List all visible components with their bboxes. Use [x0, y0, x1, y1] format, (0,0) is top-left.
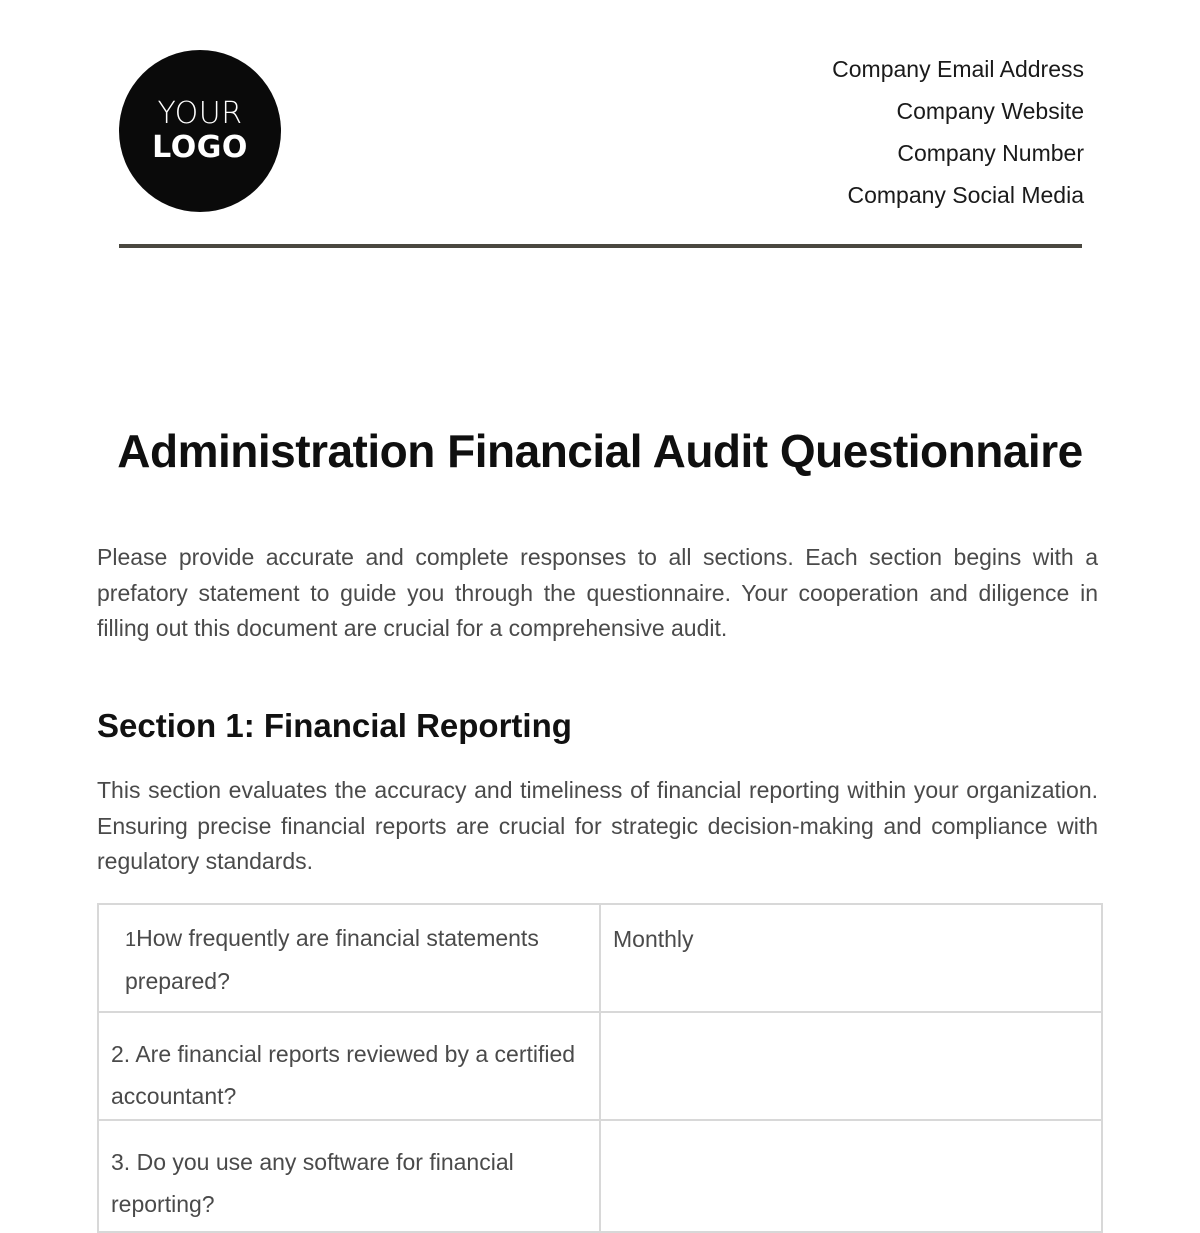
- table-row: [98, 904, 1102, 1012]
- question-label: Are financial reports reviewed by a certified accountant?: [111, 1041, 576, 1109]
- logo-text-logo: LOGO: [152, 130, 248, 165]
- question-number: 2.: [111, 1041, 131, 1067]
- table-row: [98, 1012, 1102, 1120]
- answer-text[interactable]: [601, 1121, 1101, 1134]
- header-divider: [119, 244, 1082, 248]
- question-cell: [98, 1012, 600, 1120]
- answer-cell[interactable]: [600, 1120, 1102, 1232]
- question-label: Do you use any software for financial reporting?: [111, 1149, 514, 1217]
- company-website: Company Website: [896, 98, 1084, 124]
- questionnaire-table: [97, 903, 1103, 1233]
- company-social-media: Company Social Media: [847, 182, 1084, 208]
- question-cell: [98, 904, 600, 1012]
- company-email: Company Email Address: [832, 56, 1084, 82]
- answer-text[interactable]: Monthly: [613, 926, 694, 952]
- section-1-description: This section evaluates the accuracy and timeliness of financial reporting within your organization. Ensuring precise financial reports are crucial for strategic decision-making and compliance with regulatory standards.: [97, 777, 1098, 874]
- answer-text[interactable]: [601, 1013, 1101, 1026]
- question-text: [99, 898, 599, 1002]
- question-number: 1: [125, 929, 137, 951]
- question-cell: [98, 1120, 600, 1232]
- section-1-heading: Section 1: Financial Reporting: [97, 707, 572, 744]
- table-row: [98, 1120, 1102, 1232]
- logo-text-your: YOUR: [157, 96, 243, 131]
- company-logo: [119, 50, 281, 212]
- intro-paragraph: Please provide accurate and complete responses to all sections. Each section begins with a prefatory statement to guide you through the questionnaire. Your cooperation and diligence in filling out this document are crucial for a comprehensive audit.: [97, 544, 1098, 641]
- company-contact-info: [832, 54, 1084, 222]
- answer-cell[interactable]: [600, 1012, 1102, 1120]
- question-text: [99, 1121, 599, 1225]
- question-number: 3.: [111, 1149, 131, 1175]
- question-label: How frequently are financial statements prepared?: [125, 925, 539, 994]
- answer-cell[interactable]: [600, 904, 1102, 1012]
- document-title: Administration Financial Audit Questionnaire: [117, 425, 1083, 477]
- question-text: [99, 1013, 599, 1117]
- company-number: Company Number: [897, 140, 1084, 166]
